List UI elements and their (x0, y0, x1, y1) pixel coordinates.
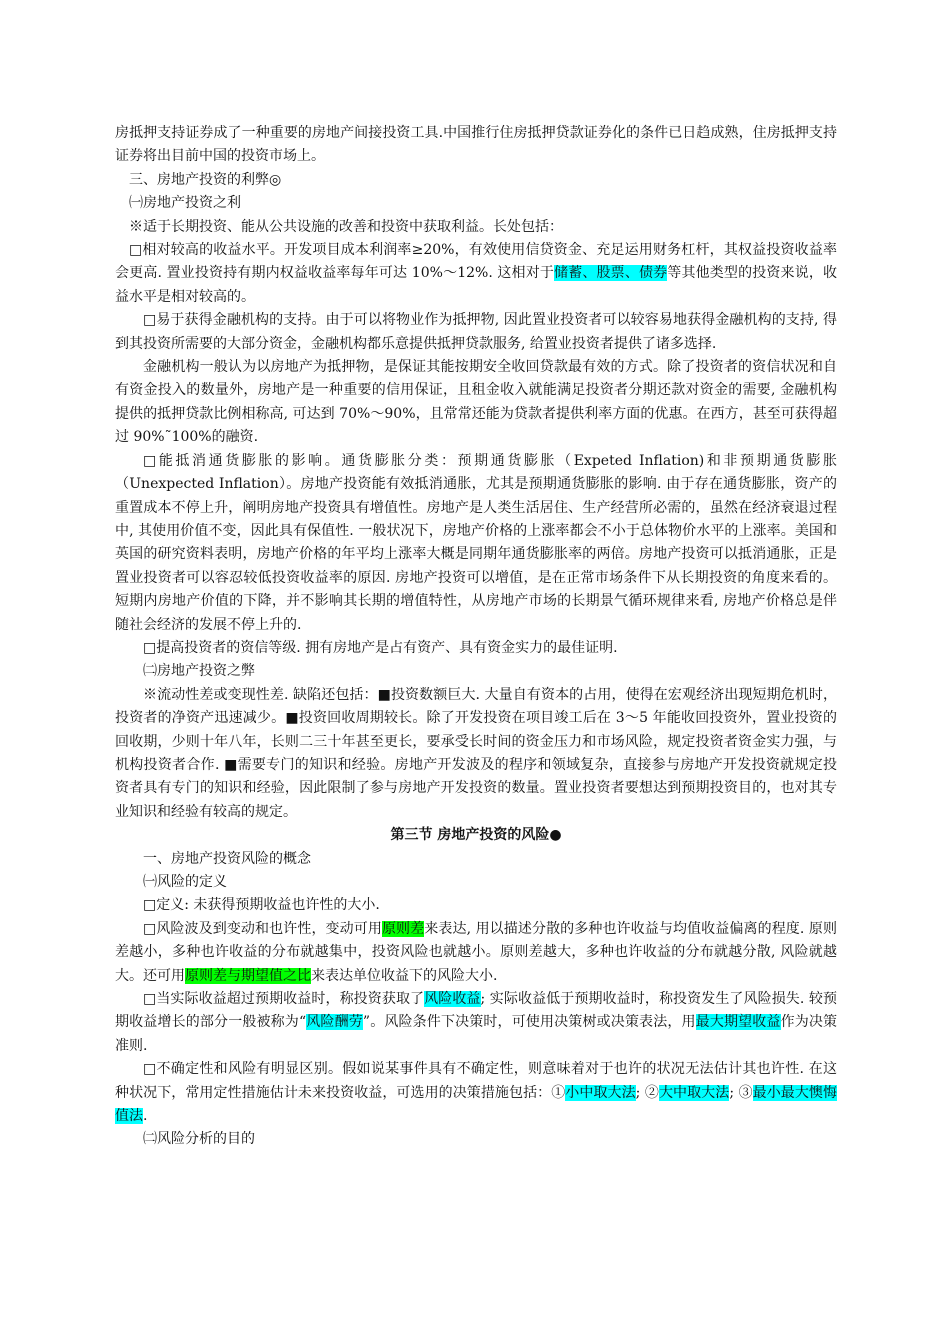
text-run: □当实际收益超过预期收益时，称投资获取了 (143, 991, 425, 1008)
paragraph (115, 918, 837, 988)
text-run: 第三节 房地产投资的风险● (390, 827, 562, 844)
paragraph (115, 192, 837, 215)
text-run: ; 实际收益低于预期收益时，称投资发生了风险损失. 较预期收益增长的部分一般被称为“ (115, 991, 837, 1031)
text-run: 金融机构一般认为以房地产为抵押物，是保证其能按期安全收回贷款最有效的方式。除了投资者的资信状况和自有资金投入的数量外，房地产是一种重要的信用保证，且租金收入就能满足投资者分期还款对资金的需要, 金融机构提供的抵押贷款比例相称高, 可达到 70%～90%，且常常还能为贷款者提供利率方面的优惠。在西方，甚至可获得超过 90%˜100%的融资. (115, 359, 837, 446)
paragraph (115, 894, 837, 917)
text-run: □相对较高的收益水平。开发项目成本利润率≥20%，有效使用信贷资金、充足运用财务杠杆，其权益投资收益率会更高. 置业投资持有期内权益收益率每年可达 10%～12%. 这相对于 (115, 242, 837, 282)
text-run: 作为决策准则. (115, 1014, 838, 1054)
text-run: □风险波及到变动和也许性，变动可用 (143, 920, 382, 937)
document-page (115, 122, 837, 1152)
section-heading (115, 824, 837, 847)
highlighted-term: 风险酬劳 (306, 1014, 363, 1031)
text-run: ㈠房地产投资之利 (129, 195, 241, 212)
paragraph (115, 660, 837, 683)
paragraph (115, 169, 837, 192)
text-run: ㈠风险的定义 (143, 874, 227, 890)
paragraph (115, 988, 837, 1058)
highlighted-term: 最大期望收益 (695, 1014, 781, 1031)
text-run: 房抵押支持证券成了一种重要的房地产间接投资工具.中国推行住房抵押贷款证券化的条件已日趋成熟，住房抵押支持证券将出目前中国的投资市场上。 (115, 125, 837, 165)
paragraph (115, 309, 837, 356)
paragraph (115, 239, 837, 309)
paragraph (115, 871, 837, 894)
text-run: 来表达单位收益下的风险大小. (311, 967, 498, 984)
text-run: □提高投资者的资信等级. 拥有房地产是占有资产、具有资金实力的最佳证明. (143, 639, 618, 656)
paragraph (115, 684, 837, 824)
text-run: 等其他类型的投资来说，收益水平是相对较高的。 (115, 265, 838, 305)
highlighted-term: 大中取大法 (658, 1084, 730, 1101)
paragraph (115, 216, 837, 239)
text-run: ; ③ (729, 1084, 753, 1101)
text-run: 三、房地产投资的利弊◎ (129, 171, 282, 188)
highlighted-term: 最小最大懊悔值法 (115, 1084, 837, 1125)
paragraph (115, 450, 837, 637)
text-run: ㈡风险分析的目的 (143, 1131, 255, 1148)
text-run: ※适于长期投资、能从公共设施的改善和投资中获取利益。长处包括： (129, 218, 563, 235)
text-run: □不确定性和风险有明显区别。假如说某事件具有不确定性，则意味着对于也许的状况无法估计其也许性. 在这种状况下，常用定性措施估计未来投资收益，可选用的决策措施包括：① (115, 1061, 837, 1101)
highlighted-term: 小中取大法 (565, 1084, 636, 1101)
highlighted-term: 储蓄、股票、债券 (554, 265, 668, 282)
highlighted-term: 原则差与期望值之比 (185, 967, 311, 984)
paragraph (115, 1128, 837, 1151)
highlighted-term: 风险收益 (424, 991, 481, 1008)
text-run: 一、房地产投资风险的概念 (143, 850, 311, 867)
text-run: □定义: 未获得预期收益也许性的大小. (143, 897, 380, 914)
paragraph (115, 1058, 837, 1128)
text-run: 来表达, 用以描述分散的多种也许收益与均值收益偏离的程度. 原则差越小，多种也许收益的分布就越集中，投资风险也就越小。原则差越大，多种也许收益的分布就越分散, 风险就越大。还可用 (115, 920, 837, 984)
text-run: . (143, 1108, 148, 1125)
text-run: □能抵消通货膨胀的影响。通货膨胀分类：预期通货膨胀（Expeted Inflation)和非预期通货膨胀（Unexpected Inflation）。房地产投资能有效抵消通胀，尤其是预期通货膨胀的影响. 由于存在通货膨胀，资产的重置成本不停上升，阐明房地产投资具有增值性。房地产是人类生活居住、生产经营所必需的，虽然在经济衰退过程中, 其使用价值不变，因此具有保值性. 一般状况下，房地产价格的上涨率都会不小于总体物价水平的上涨率。美国和英国的研究资料表明，房地产价格的年平均上涨率大概是同期年通货膨胀率的两倍。房地产投资可以抵消通胀，正是置业投资者可以容忍较低投资收益率的原因. 房地产投资可以增值，是在正常市场条件下从长期投资的角度来看的。短期内房地产价值的下降，并不影响其长期的增值特性，从房地产市场的长期景气循环规律来看, 房地产价格总是伴随社会经济的发展不停上升的. (115, 452, 837, 633)
text-run: ; ② (635, 1084, 659, 1101)
text-run: ”。风险条件下决策时，可使用决策树或决策表法，用 (362, 1014, 696, 1031)
highlighted-term: 原则差 (381, 920, 425, 937)
text-run: ※流动性差或变现性差. 缺陷还包括：■投资数额巨大. 大量自有资本的占用，使得在宏观经济出现短期危机时，投资者的净资产迅速减少。■投资回收周期较长。除了开发投资在项目竣工后在 3～5 年能收回投资外，置业投资的回收期，少则十年八年，长则二三十年甚至更长，要承受长时间的资金压力和市场风险，规定投资者资金实力强，与机构投资者合作. ■需要专门的知识和经验。房地产开发波及的程序和领域复杂，直接参与房地产开发投资就规定投资者具有专门的知识和经验，因此限制了参与房地产开发投资的数量。置业投资者要想达到预期投资目的，也对其专业知识和经验有较高的规定。 (115, 686, 837, 820)
paragraph (115, 637, 837, 660)
text-run: □易于获得金融机构的支持。由于可以将物业作为抵押物, 因此置业投资者可以较容易地获得金融机构的支持, 得到其投资所需要的大部分资金，金融机构都乐意提供抵押贷款服务, 给置业投资者提供了诸多选择. (115, 312, 837, 352)
paragraph (115, 848, 837, 871)
paragraph (115, 122, 837, 169)
paragraph (115, 356, 837, 450)
text-run: ㈡房地产投资之弊 (143, 663, 255, 680)
